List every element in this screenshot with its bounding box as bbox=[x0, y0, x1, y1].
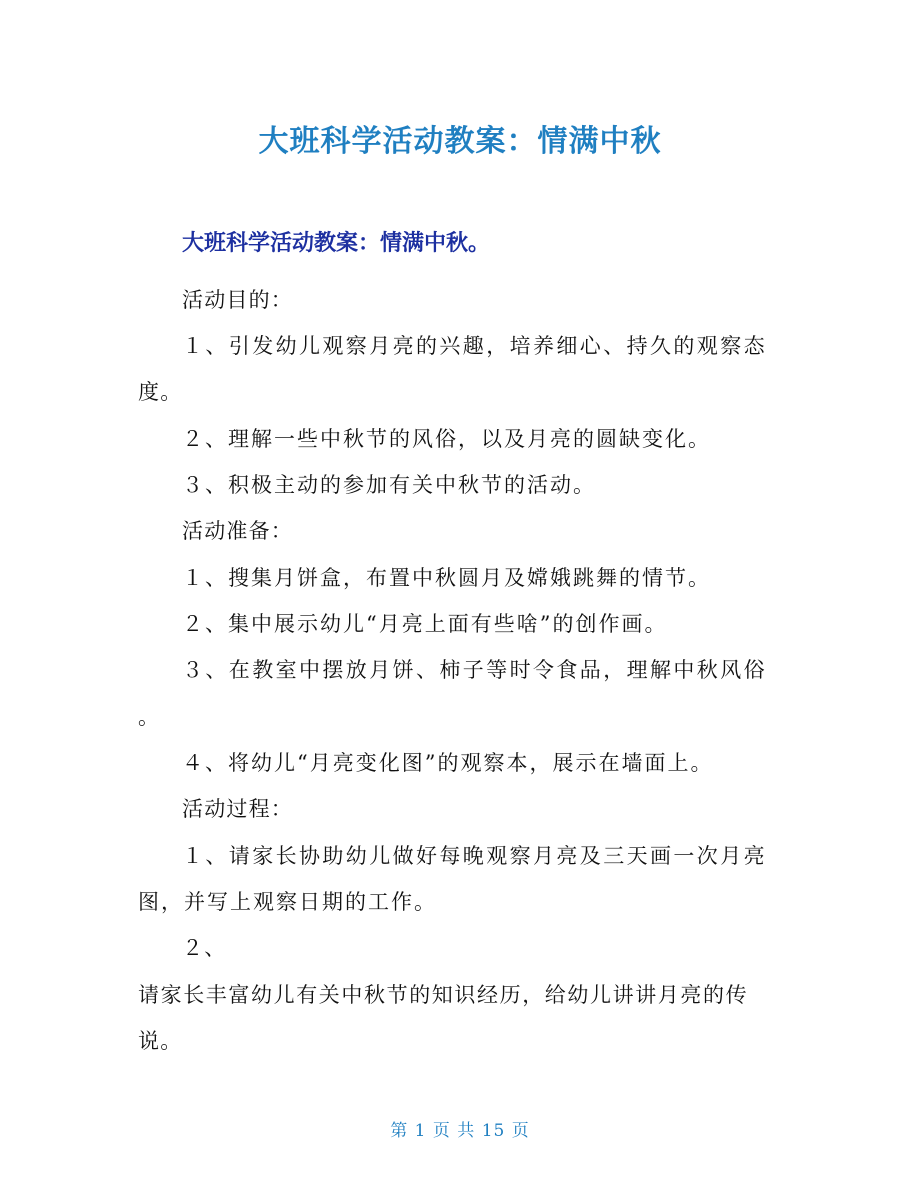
paragraph-line: １、引发幼儿观察月亮的兴趣，培养细心、持久的观察态 bbox=[182, 334, 767, 358]
document-subtitle: 大班科学活动教案：情满中秋。 bbox=[182, 231, 491, 256]
paragraph-line: 请家长丰富幼儿有关中秋节的知识经历，给幼儿讲讲月亮的传 bbox=[138, 983, 749, 1007]
paragraph-line: ３、在教室中摆放月饼、柿子等时令食品，理解中秋风俗 bbox=[182, 658, 767, 682]
paragraph-line: ３、积极主动的参加有关中秋节的活动。 bbox=[182, 473, 596, 497]
paragraph-line: 度。 bbox=[138, 380, 183, 404]
paragraph-line: ２、集中展示幼儿“月亮上面有些啥”的创作画。 bbox=[182, 612, 668, 636]
paragraph-line: １、搜集月饼盒，布置中秋圆月及嫦娥跳舞的情节。 bbox=[182, 566, 711, 590]
page-number-footer: 第 1 页 共 15 页 bbox=[390, 1121, 530, 1141]
paragraph-line: ２、理解一些中秋节的风俗，以及月亮的圆缺变化。 bbox=[182, 427, 711, 451]
paragraph-line: 说。 bbox=[138, 1029, 183, 1053]
section-heading-process: 活动过程： bbox=[182, 797, 293, 821]
section-heading-preparation: 活动准备： bbox=[182, 519, 293, 543]
paragraph-line: 图，并写上观察日期的工作。 bbox=[138, 890, 437, 914]
paragraph-line: １、请家长协助幼儿做好每晚观察月亮及三天画一次月亮 bbox=[182, 844, 767, 868]
section-heading-objectives: 活动目的： bbox=[182, 288, 293, 312]
document-title: 大班科学活动教案：情满中秋 bbox=[258, 124, 662, 159]
paragraph-line: 。 bbox=[138, 705, 161, 729]
paragraph-line: ４、将幼儿“月亮变化图”的观察本，展示在墙面上。 bbox=[182, 751, 714, 775]
paragraph-line: ２、 bbox=[182, 936, 227, 960]
